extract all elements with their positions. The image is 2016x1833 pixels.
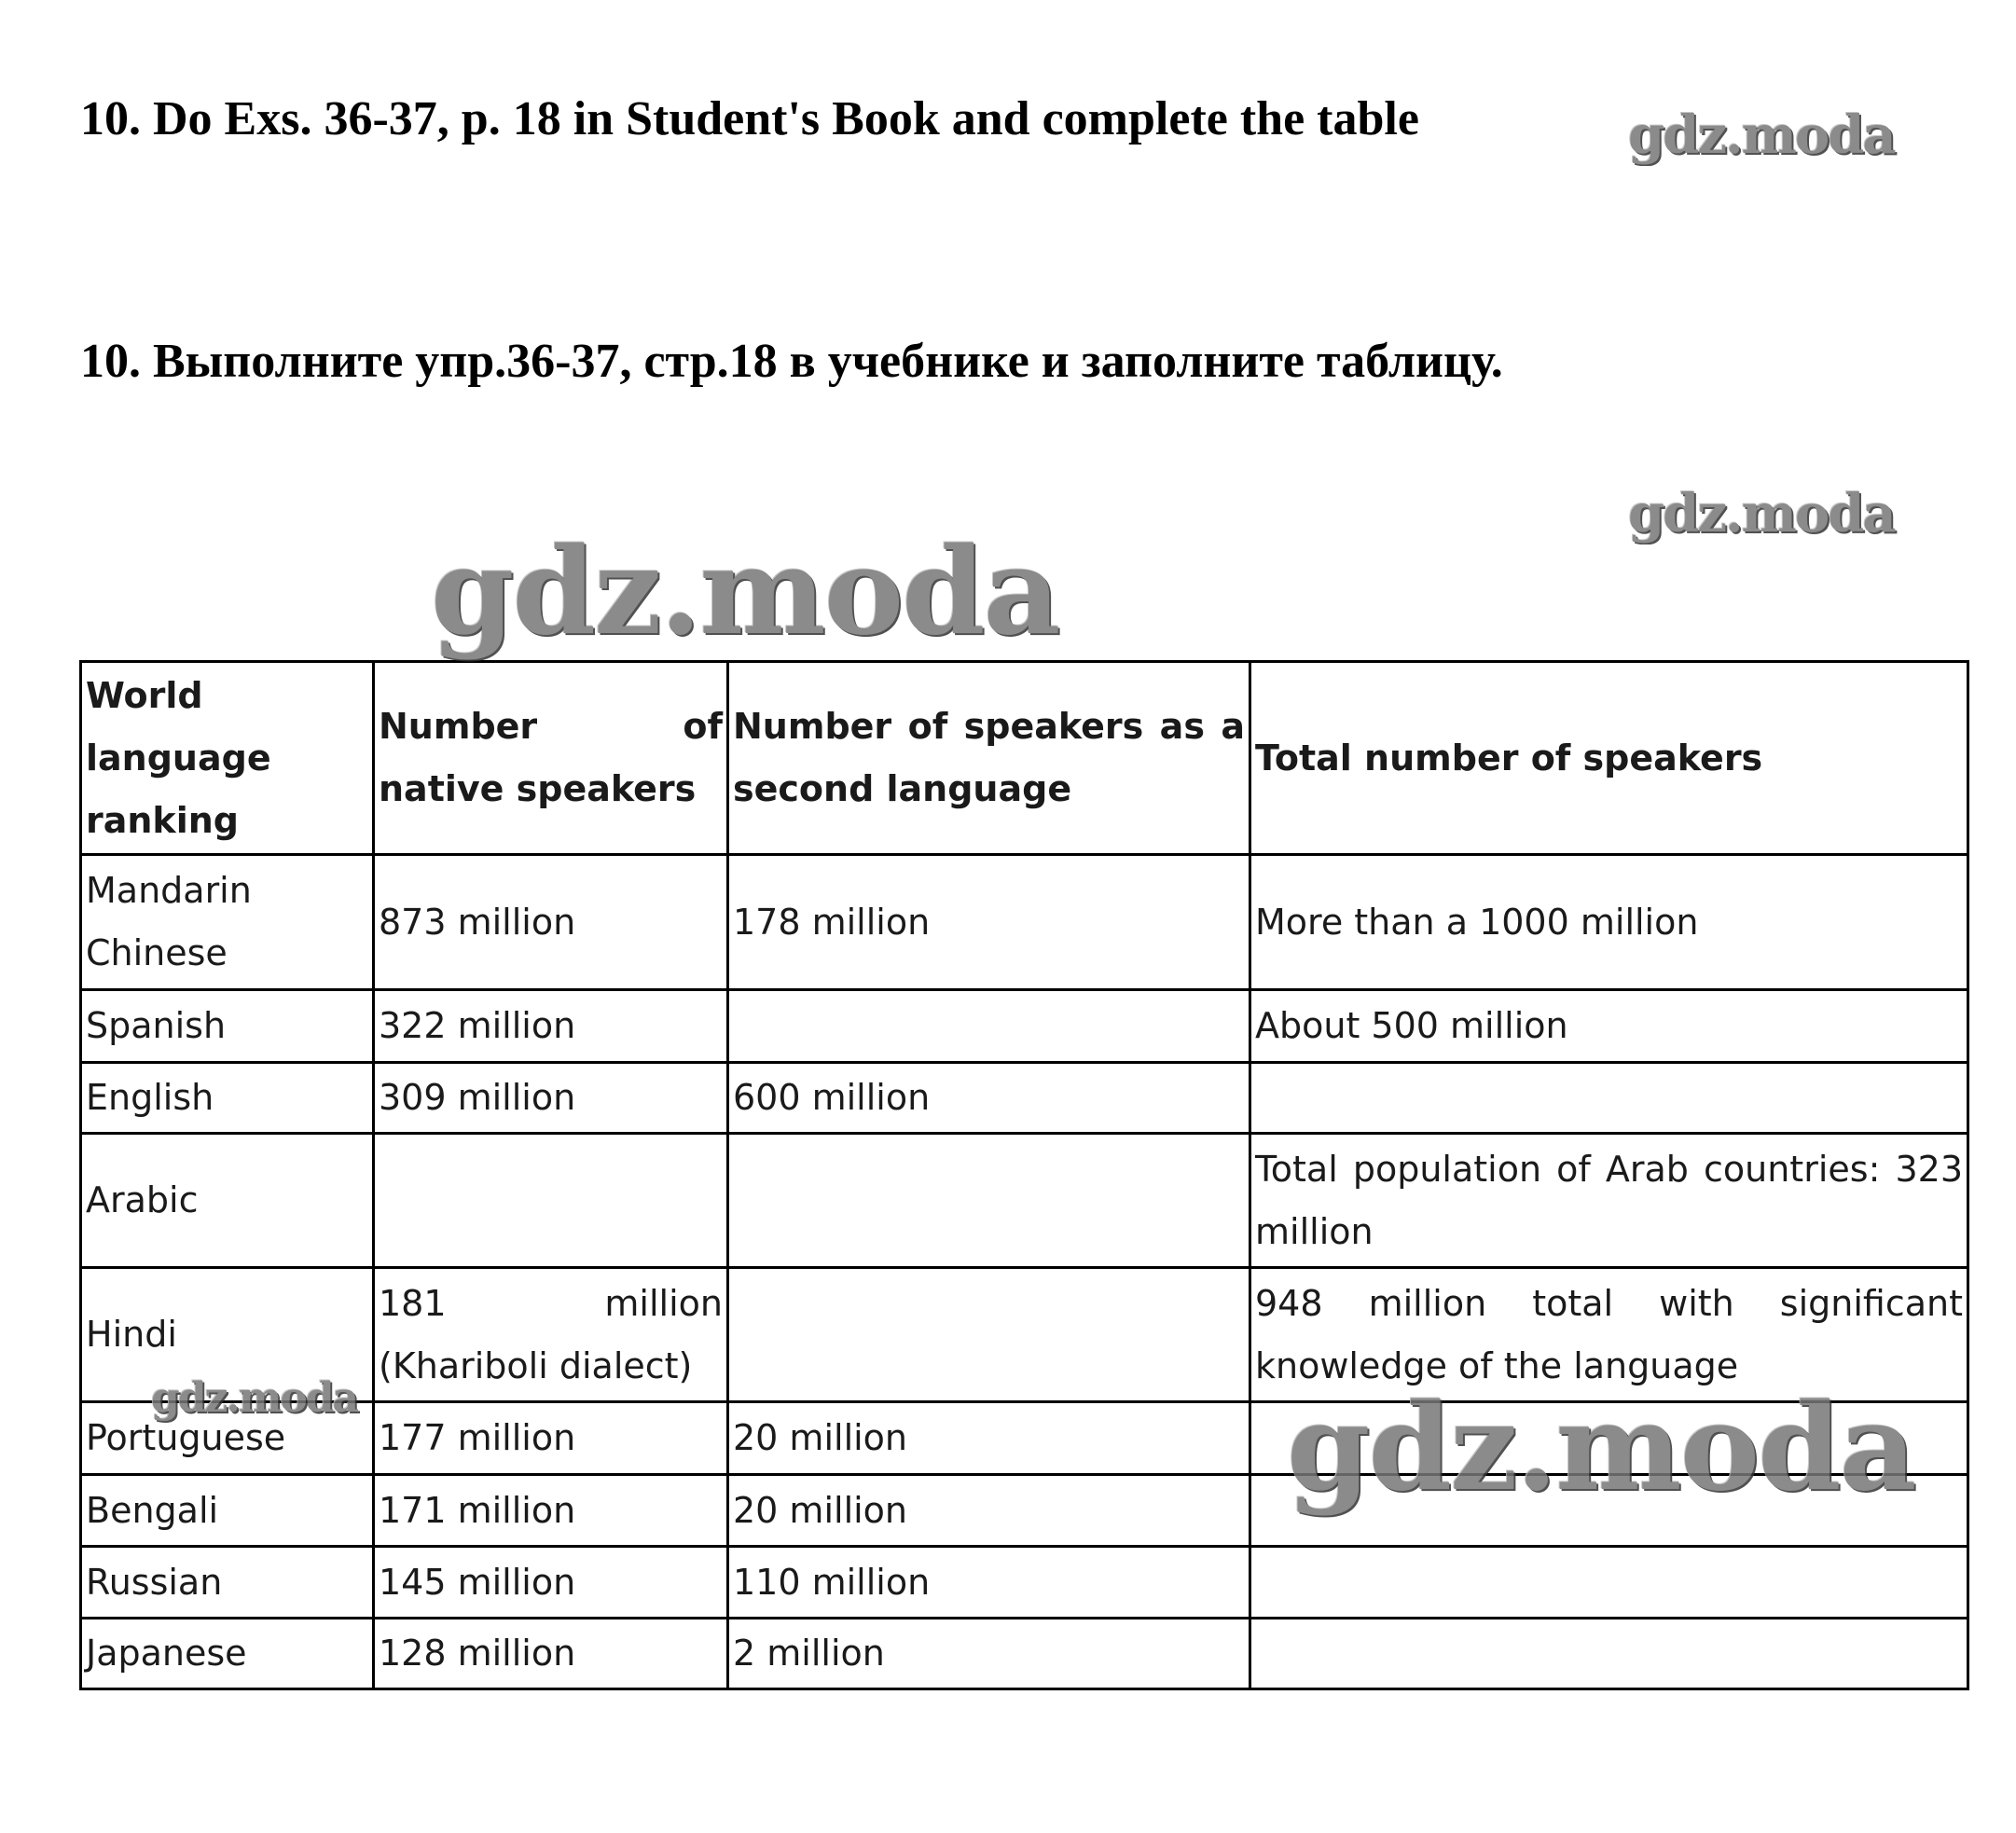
- language-table: [79, 660, 1969, 1690]
- table-cell: English: [81, 1063, 374, 1134]
- table-cell: Mandarin Chinese: [81, 855, 374, 990]
- table-cell: [374, 1134, 728, 1268]
- table-cell: 309 million: [374, 1063, 728, 1134]
- table-row: [81, 990, 1968, 1063]
- watermark: gdz.moda: [431, 522, 1059, 662]
- table-cell: 181 million (Khariboli dialect): [374, 1268, 728, 1402]
- table-header-row: [81, 662, 1968, 855]
- table-cell: 873 million: [374, 855, 728, 990]
- table-cell: Arabic: [81, 1134, 374, 1268]
- table-row: [81, 855, 1968, 990]
- table-cell: [728, 1268, 1250, 1402]
- table-cell: 948 million total with significant knowledge of the language: [1250, 1268, 1968, 1402]
- table-cell: Hindi: [81, 1268, 374, 1402]
- watermark: gdz.moda: [151, 1374, 358, 1422]
- table-cell: 110 million: [728, 1547, 1250, 1619]
- table-cell: More than a 1000 million: [1250, 855, 1968, 990]
- table-cell: 171 million: [374, 1475, 728, 1547]
- table-cell: Russian: [81, 1547, 374, 1619]
- watermark: gdz.moda: [1628, 483, 1895, 544]
- table-cell: Bengali: [81, 1475, 374, 1547]
- table-cell: Japanese: [81, 1619, 374, 1689]
- header-cell: Total number of speakers: [1250, 662, 1968, 855]
- table-cell: 20 million: [728, 1475, 1250, 1547]
- table-cell: 20 million: [728, 1402, 1250, 1475]
- table-cell: Spanish: [81, 990, 374, 1063]
- heading-russian: 10. Выполните упр.36-37, стр.18 в учебнике и заполните таблицу.: [80, 335, 1503, 388]
- table-cell: 2 million: [728, 1619, 1250, 1689]
- table-cell: Portuguese: [81, 1402, 374, 1475]
- table-cell: [728, 1134, 1250, 1268]
- table-cell: [728, 990, 1250, 1063]
- table-cell: 145 million: [374, 1547, 728, 1619]
- table-cell: 322 million: [374, 990, 728, 1063]
- watermark: gdz.moda: [1628, 104, 1895, 166]
- header-cell: Number of speakers as a second language: [728, 662, 1250, 855]
- table-cell: [1250, 1063, 1968, 1134]
- table-row: [81, 1063, 1968, 1134]
- table-cell: [1250, 1619, 1968, 1689]
- table-row: [81, 1619, 1968, 1689]
- table-cell: About 500 million: [1250, 990, 1968, 1063]
- table-cell: Total population of Arab countries: 323 million: [1250, 1134, 1968, 1268]
- table-cell: [1250, 1547, 1968, 1619]
- table-cell: 177 million: [374, 1402, 728, 1475]
- header-cell: Number of native speakers: [374, 662, 728, 855]
- table-cell: 128 million: [374, 1619, 728, 1689]
- heading-english: 10. Do Exs. 36-37, p. 18 in Student's Book and complete the table: [80, 92, 1419, 145]
- header-cell: World language ranking: [81, 662, 374, 855]
- table-row: [81, 1134, 1968, 1268]
- watermark: gdz.moda: [1287, 1378, 1915, 1518]
- table-cell: 600 million: [728, 1063, 1250, 1134]
- table-cell: 178 million: [728, 855, 1250, 990]
- table-row: [81, 1547, 1968, 1619]
